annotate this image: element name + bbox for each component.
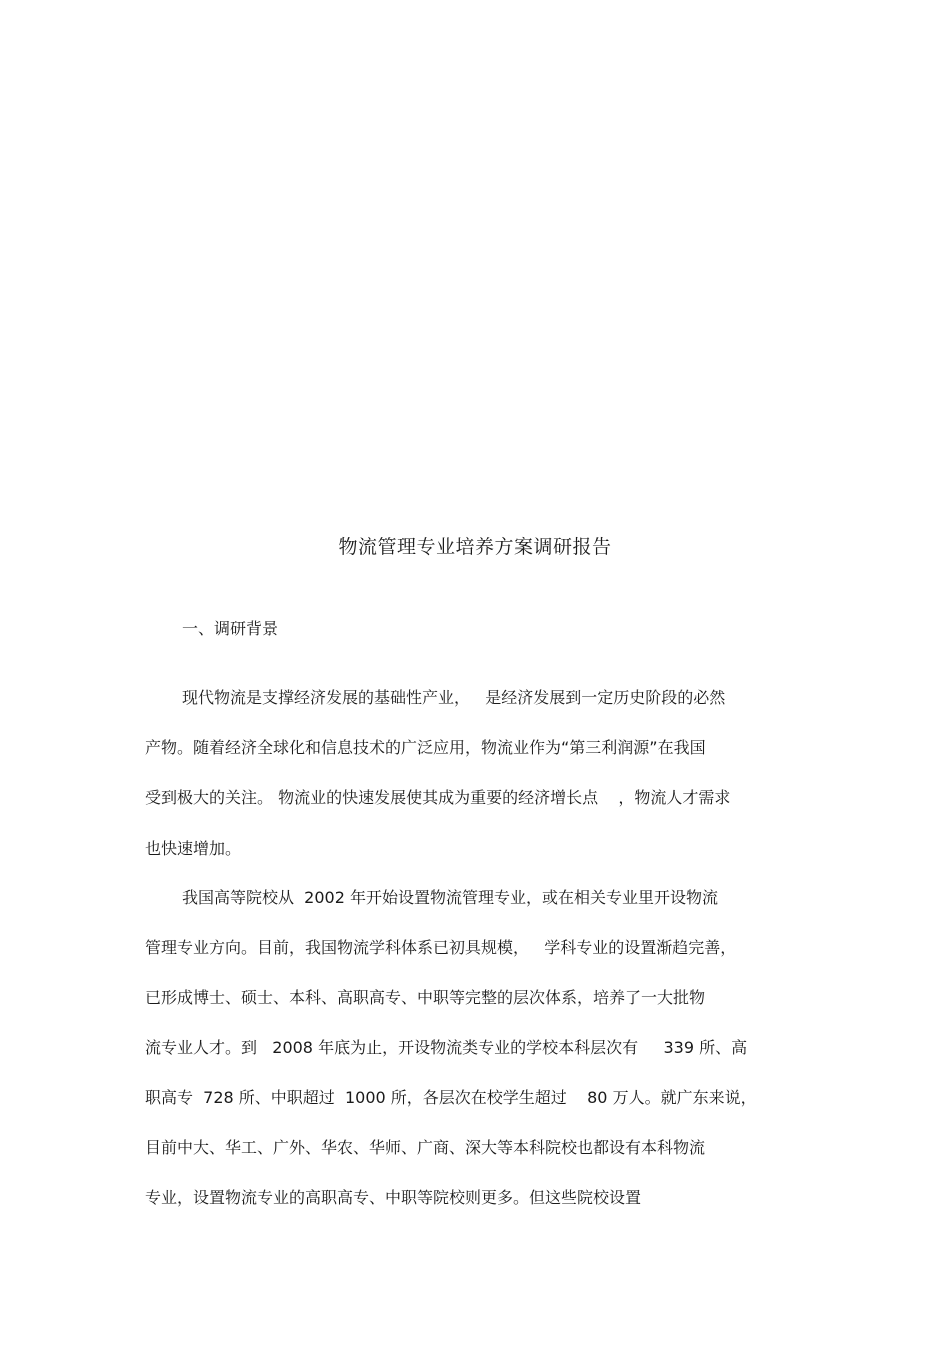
paragraph-line: 流专业人才。到 2008 年底为止，开设物流类专业的学校本科层次有 339 所、高: [145, 1038, 748, 1057]
document-title: 物流管理专业培养方案调研报告: [338, 536, 612, 558]
paragraph-line: 也快速增加。: [145, 839, 242, 858]
paragraph-line: 专业，设置物流专业的高职高专、中职等院校则更多。但这些院校设置: [145, 1188, 642, 1207]
paragraph-line: 产物。随着经济全球化和信息技术的广泛应用，物流业作为“第三利润源”在我国: [145, 738, 706, 757]
paragraph-line: 管理专业方向。目前，我国物流学科体系已初具规模， 学科专业的设置渐趋完善，: [145, 938, 737, 957]
paragraph-line: 我国高等院校从 2002 年开始设置物流管理专业，或在相关专业里开设物流: [182, 888, 718, 907]
paragraph-line: 现代物流是支撑经济发展的基础性产业， 是经济发展到一定历史阶段的必然: [182, 688, 726, 707]
paragraph-line: 受到极大的关注。 物流业的快速发展使其成为重要的经济增长点 ，物流人才需求: [145, 788, 731, 807]
paragraph-line: 目前中大、华工、广外、华农、华师、广商、深大等本科院校也都设有本科物流: [145, 1138, 706, 1157]
section-heading: 一、调研背景: [182, 619, 279, 638]
paragraph-line: 职高专 728 所、中职超过 1000 所，各层次在校学生超过 80 万人。就广东来说，: [145, 1088, 757, 1107]
paragraph-line: 已形成博士、硕士、本科、高职高专、中职等完整的层次体系，培养了一大批物: [145, 988, 706, 1007]
